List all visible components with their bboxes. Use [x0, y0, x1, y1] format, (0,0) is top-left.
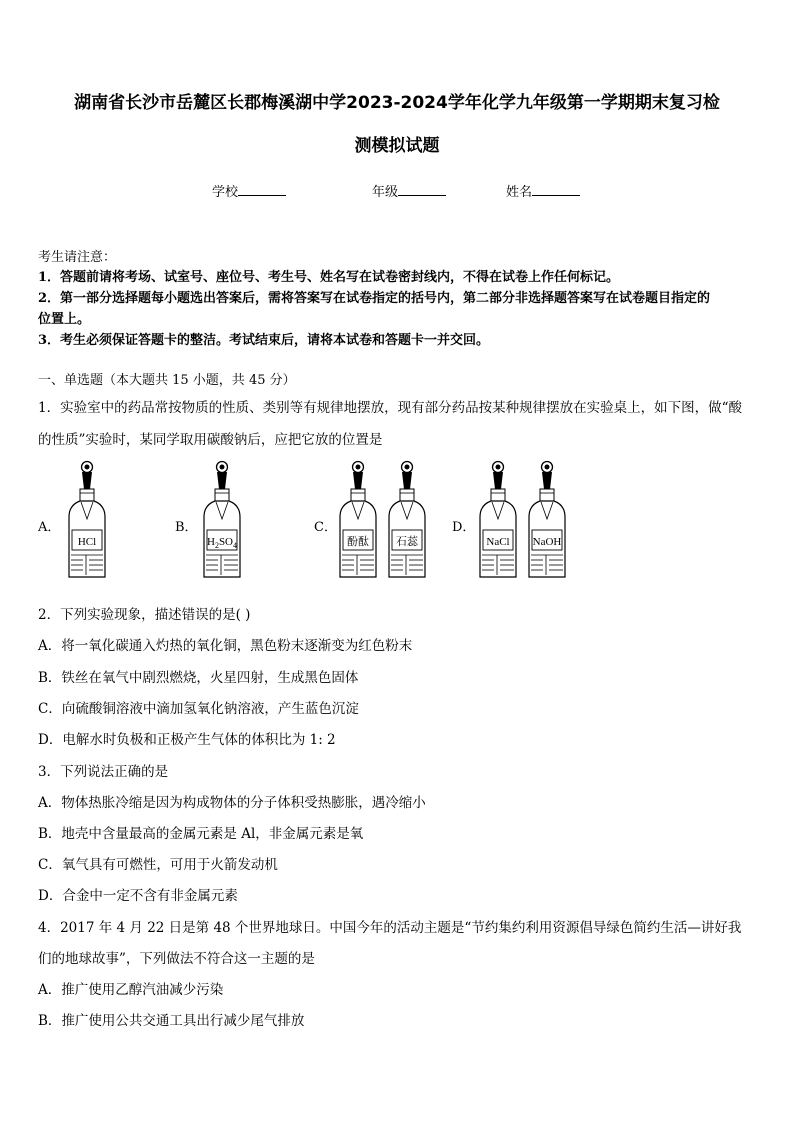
q4-stem-line2: 们的地球故事”，下列做法不符合这一主题的是	[38, 951, 315, 967]
bottle-d2	[529, 462, 565, 578]
bottle-d1-label: NaCl	[486, 536, 510, 548]
q4-stem-line1: 4．2017 年 4 月 22 日是第 48 个世界地球日。中国今年的活动主题是“节约集约利用资源倡导绿色简约生活—讲好我	[38, 920, 742, 936]
q2-stem: 2．下列实验现象，描述错误的是( )	[38, 607, 251, 623]
q3-option-b: B．地壳中含量最高的金属元素是 Al，非金属元素是氧	[38, 826, 364, 842]
notice-item-2-cont: 位置上。	[38, 312, 91, 327]
q3-option-c: C．氧气具有可燃性，可用于火箭发动机	[38, 857, 278, 873]
q2-option-d: D．电解水时负极和正极产生气体的体积比为 1: 2	[38, 732, 336, 748]
bottle-c1-label: 酚酞	[347, 536, 369, 548]
exam-title-line1: 湖南省长沙市岳麓区长郡梅溪湖中学2023-2024学年化学九年级第一学期期末复习检	[74, 93, 720, 113]
q1-stem-line1: 1．实验室中的药品常按物质的性质、类别等有规律地摆放，现有部分药品按某种规律摆放在实验桌上，如下图，做“酸	[38, 400, 742, 416]
school-label: 学校	[212, 185, 239, 200]
bottle-b	[204, 462, 240, 578]
grade-blank	[398, 183, 446, 196]
q4-option-b: B．推广使用公共交通工具出行减少尾气排放	[38, 1013, 305, 1029]
name-label: 姓名	[506, 185, 533, 200]
name-blank	[532, 183, 580, 196]
exam-title-line2: 测模拟试题	[354, 136, 440, 156]
name-field	[506, 181, 580, 200]
bottle-b-label: $H_2SO_4$	[206, 536, 238, 550]
grade-label: 年级	[372, 185, 399, 200]
q2-option-b: B．铁丝在氧气中剧烈燃烧，火星四射，生成黑色固体	[38, 670, 359, 686]
bottle-c2-label: 石蕊	[396, 536, 418, 548]
q1-option-a-letter: A．	[38, 520, 61, 535]
q4-option-a: A．推广使用乙醇汽油减少污染	[38, 982, 224, 998]
q1-option-c-letter: C．	[314, 520, 337, 535]
q1-option-d-letter: D．	[452, 520, 476, 535]
grade-field	[372, 181, 446, 200]
bottle-d2-label: NaOH	[532, 536, 562, 548]
q2-option-c: C．向硫酸铜溶液中滴加氢氧化钠溶液，产生蓝色沉淀	[38, 701, 359, 717]
section-heading: 一、单选题（本大题共 15 小题，共 45 分）	[38, 373, 296, 388]
notice-heading: 考生请注意：	[38, 250, 117, 265]
bottle-d1	[480, 462, 516, 578]
notice-item-2: 2．第一部分选择题每小题选出答案后，需将答案写在试卷指定的括号内，第二部分非选择题答案写在试卷题目指定的	[38, 291, 711, 306]
school-blank	[238, 183, 286, 196]
bottle-a	[69, 462, 105, 578]
q3-stem: 3．下列说法正确的是	[38, 764, 169, 780]
bottle-c1	[340, 462, 376, 578]
q3-option-d: D．合金中一定不含有非金属元素	[38, 888, 238, 904]
reagent-bottles-figure	[0, 455, 794, 585]
school-field	[212, 181, 286, 200]
notice-item-1: 1．答题前请将考场、试室号、座位号、考生号、姓名写在试卷密封线内，不得在试卷上作任何标记。	[38, 270, 620, 285]
q1-stem-line2: 的性质”实验时，某同学取用碳酸钠后，应把它放的位置是	[38, 432, 383, 448]
q3-option-a: A．物体热胀冷缩是因为构成物体的分子体积受热膨胀，遇冷缩小	[38, 795, 426, 811]
bottle-c2	[389, 462, 425, 578]
q1-option-b-letter: B．	[175, 520, 198, 535]
notice-item-3: 3．考生必须保证答题卡的整洁。考试结束后，请将本试卷和答题卡一并交回。	[38, 333, 490, 348]
q2-option-a: A．将一氧化碳通入灼热的氧化铜，黑色粉末逐渐变为红色粉末	[38, 638, 413, 654]
bottle-a-label: HCl	[77, 536, 97, 548]
